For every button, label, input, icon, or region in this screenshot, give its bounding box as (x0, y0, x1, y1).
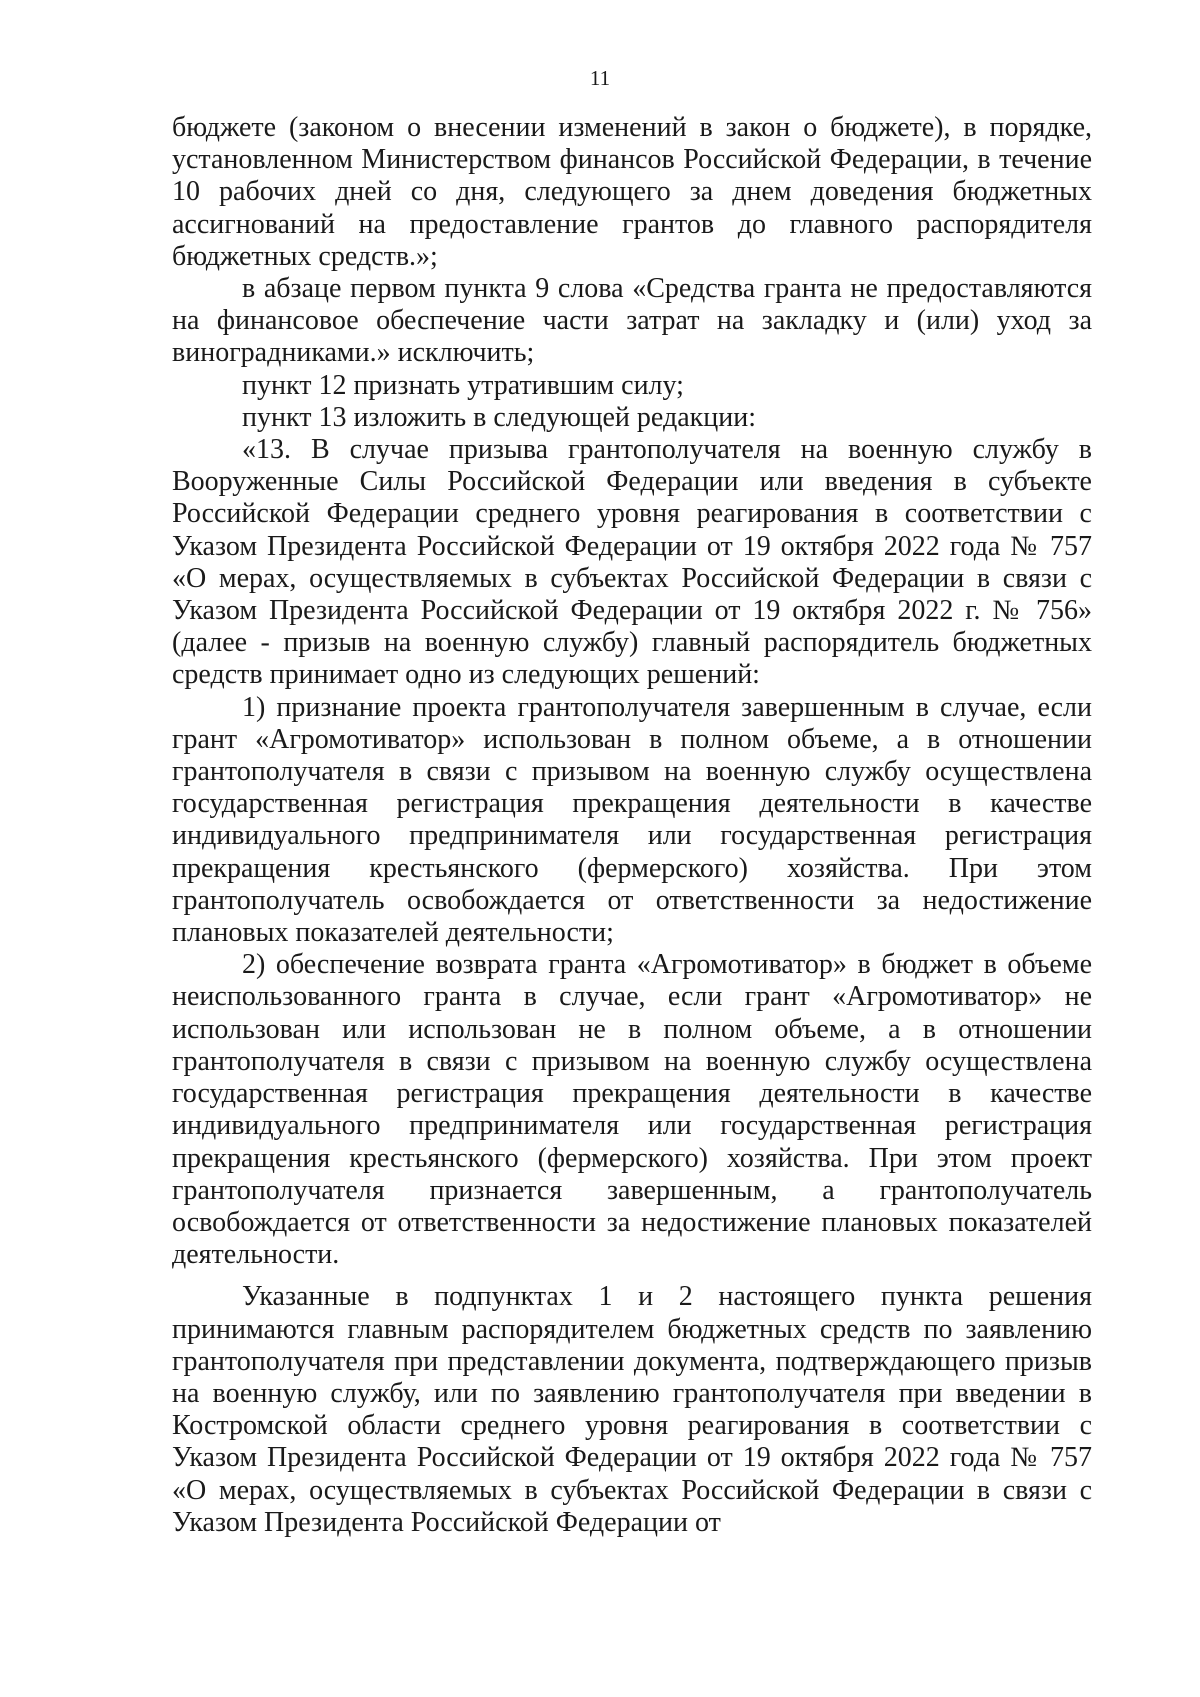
paragraph-decisions: Указанные в подпунктах 1 и 2 настоящего пункта решения принимаются главным распорядителем бюджетных средств по заявлению грантополучателя при представлении документа, подтверждающего призыв на военную службу, или по заявлению грантополучателя при введении в Костромской области среднего уровня реагирования в соответствии с Указом Президента Российской Федерации от 19 октября 2022 года № 757 «О мерах, осуществляемых в субъектах Российской Федерации в связи с Указом Президента Российской Федерации от (172, 1281, 1092, 1538)
paragraph-subitem-2: 2) обеспечение возврата гранта «Агромотиватор» в бюджет в объеме неиспользованного гранта в случае, если грант «Агромотиватор» не использован или использован не в полном объеме, а в отношении грантополучателя в связи с призывом на военную службу осуществлена государственная регистрация прекращения деятельности в качестве индивидуального предпринимателя или государственная регистрация прекращения крестьянского (фермерского) хозяйства. При этом проект грантополучателя признается завершенным, а грантополучатель освобождается от ответственности за недостижение плановых показателей деятельности. (172, 949, 1092, 1271)
document-body (172, 112, 1092, 1539)
paragraph-item-13-text: «13. В случае призыва грантополучателя на военную службу в Вооруженные Силы Российской Федерации или введения в субъекте Российской Федерации среднего уровня реагирования в соответствии с Указом Президента Российской Федерации от 19 октября 2022 года № 757 «О мерах, осуществляемых в субъектах Российской Федерации в связи с Указом Президента Российской Федерации от 19 октября 2022 г. № 756» (далее - призыв на военную службу) главный распорядитель бюджетных средств принимает одно из следующих решений: (172, 434, 1092, 691)
paragraph-item-12: пункт 12 признать утратившим силу; (242, 369, 684, 401)
paragraph-item-13-intro: пункт 13 изложить в следующей редакции: (242, 401, 756, 433)
page-number: 11 (589, 66, 611, 90)
paragraph-budget-continuation: бюджете (законом о внесении изменений в закон о бюджете), в порядке, установленном Министерством финансов Российской Федерации, в течение 10 рабочих дней со дня, следующего за днем доведения бюджетных ассигнований на предоставление грантов до главного распорядителя бюджетных средств.»; (172, 112, 1092, 272)
paragraph-item-9: в абзаце первом пункта 9 слова «Средства гранта не предоставляются на финансовое обеспечение части затрат на закладку и (или) уход за виноградниками.» исключить; (172, 273, 1092, 369)
paragraph-subitem-1: 1) признание проекта грантополучателя завершенным в случае, если грант «Агромотиватор» использован в полном объеме, а в отношении грантополучателя в связи с призывом на военную службу осуществлена государственная регистрация прекращения деятельности в качестве индивидуального предпринимателя или государственная регистрация прекращения крестьянского (фермерского) хозяйства. При этом грантополучатель освобождается от ответственности за недостижение плановых показателей деятельности; (172, 691, 1092, 949)
